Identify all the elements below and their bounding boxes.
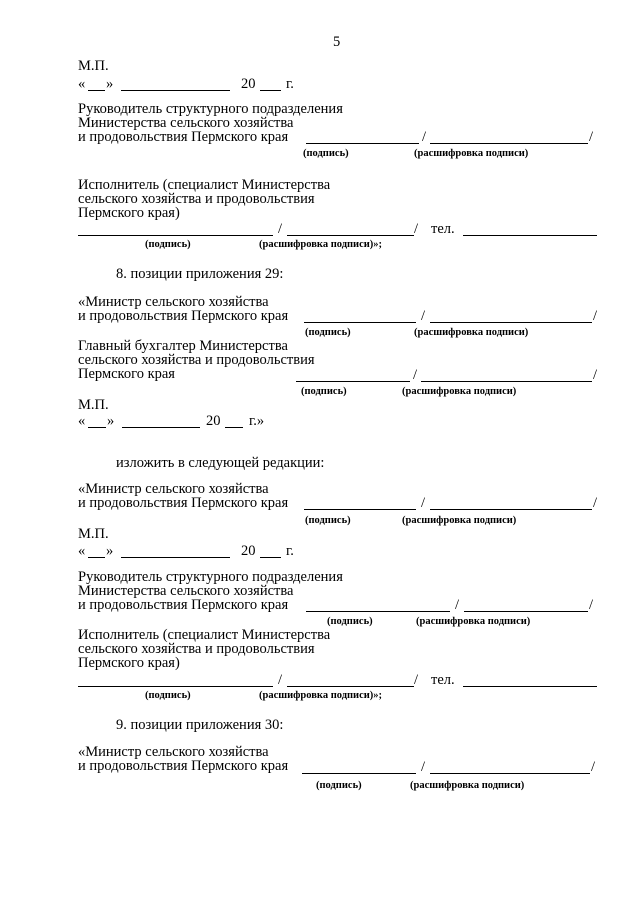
- signature-decode-line: [287, 235, 414, 236]
- head-title-line: и продовольствия Пермского края: [78, 129, 289, 145]
- signature-slash: /: [414, 221, 419, 237]
- date-month-line: [121, 557, 230, 558]
- signature-caption: (подпись): [301, 386, 347, 397]
- signature-caption: (подпись): [316, 780, 362, 791]
- new-edition-title: изложить в следующей редакции:: [116, 455, 325, 471]
- decode-caption: (расшифровка подписи): [414, 327, 529, 338]
- phone-label: тел.: [431, 672, 455, 688]
- date-close-quote: »: [106, 543, 114, 559]
- minister-title-line: «Министр сельского хозяйства: [78, 744, 269, 760]
- signature-line: [304, 509, 416, 510]
- signature-decode-line: [421, 381, 592, 382]
- signature-decode-line: [430, 143, 588, 144]
- date-day-line: [88, 427, 106, 428]
- signature-slash: /: [593, 367, 598, 383]
- stamp-place-label: М.П.: [78, 526, 109, 542]
- minister-title-line: «Министр сельского хозяйства: [78, 294, 269, 310]
- executor-title-line: Пермского края): [78, 655, 180, 671]
- date-month-line: [122, 427, 200, 428]
- accountant-title-line: Главный бухгалтер Министерства: [78, 338, 288, 354]
- signature-slash: /: [421, 759, 426, 775]
- stamp-place-label: М.П.: [78, 58, 109, 74]
- signature-decode-line: [464, 611, 588, 612]
- signature-caption: (подпись): [145, 239, 191, 250]
- head-title-line: Руководитель структурного подразделения: [78, 569, 343, 585]
- decode-caption: (расшифровка подписи)»;: [259, 690, 383, 701]
- item-9-title: 9. позиции приложения 30:: [116, 717, 284, 733]
- signature-slash: /: [593, 495, 598, 511]
- head-title-line: Руководитель структурного подразделения: [78, 101, 343, 117]
- phone-line: [463, 686, 597, 687]
- signature-caption: (подпись): [145, 690, 191, 701]
- signature-slash: /: [421, 308, 426, 324]
- date-open-quote: «: [78, 76, 86, 92]
- signature-decode-line: [430, 773, 590, 774]
- signature-slash: /: [422, 129, 427, 145]
- phone-line: [463, 235, 597, 236]
- executor-title-line: сельского хозяйства и продовольствия: [78, 641, 315, 657]
- date-year-suffix: г.: [286, 76, 294, 92]
- signature-slash: /: [589, 129, 594, 145]
- date-year-line: [260, 557, 281, 558]
- signature-line: [296, 381, 410, 382]
- date-year-prefix: 20: [241, 76, 256, 92]
- signature-decode-line: [430, 322, 592, 323]
- minister-title-line: и продовольствия Пермского края: [78, 495, 289, 511]
- executor-title-line: сельского хозяйства и продовольствия: [78, 191, 315, 207]
- date-year-suffix: г.: [286, 543, 294, 559]
- signature-line: [306, 143, 419, 144]
- signature-slash: /: [591, 759, 596, 775]
- item-8-title: 8. позиции приложения 29:: [116, 266, 284, 282]
- signature-slash: /: [593, 308, 598, 324]
- date-year-prefix: 20: [206, 413, 221, 429]
- executor-title-line: Пермского края): [78, 205, 180, 221]
- signature-slash: /: [589, 597, 594, 613]
- executor-title-line: Исполнитель (специалист Министерства: [78, 177, 331, 193]
- decode-caption: (расшифровка подписи): [402, 515, 517, 526]
- date-month-line: [121, 90, 230, 91]
- decode-caption: (расшифровка подписи): [402, 386, 517, 397]
- date-open-quote: «: [78, 413, 86, 429]
- signature-decode-line: [287, 686, 414, 687]
- minister-title-line: и продовольствия Пермского края: [78, 758, 289, 774]
- date-day-line: [88, 557, 105, 558]
- signature-caption: (подпись): [327, 616, 373, 627]
- signature-line: [304, 322, 416, 323]
- signature-caption: (подпись): [303, 148, 349, 159]
- head-title-line: и продовольствия Пермского края: [78, 597, 289, 613]
- date-year-line: [260, 90, 281, 91]
- decode-caption: (расшифровка подписи): [414, 148, 529, 159]
- signature-line: [306, 611, 450, 612]
- signature-line: [78, 686, 273, 687]
- date-year-line: [225, 427, 243, 428]
- page-number: 5: [333, 34, 341, 50]
- decode-caption: (расшифровка подписи)»;: [259, 239, 383, 250]
- signature-slash: /: [455, 597, 460, 613]
- head-title-line: Министерства сельского хозяйства: [78, 115, 294, 131]
- signature-slash: /: [278, 672, 283, 688]
- accountant-title-line: Пермского края: [78, 366, 175, 382]
- date-year-suffix: г.»: [249, 413, 265, 429]
- head-title-line: Министерства сельского хозяйства: [78, 583, 294, 599]
- date-day-line: [88, 90, 105, 91]
- signature-slash: /: [414, 672, 419, 688]
- stamp-place-label: М.П.: [78, 397, 109, 413]
- decode-caption: (расшифровка подписи): [416, 616, 531, 627]
- minister-title-line: «Министр сельского хозяйства: [78, 481, 269, 497]
- phone-label: тел.: [431, 221, 455, 237]
- signature-line: [78, 235, 273, 236]
- date-open-quote: «: [78, 543, 86, 559]
- date-close-quote: »: [106, 76, 114, 92]
- signature-caption: (подпись): [305, 515, 351, 526]
- accountant-title-line: сельского хозяйства и продовольствия: [78, 352, 315, 368]
- date-year-prefix: 20: [241, 543, 256, 559]
- signature-caption: (подпись): [305, 327, 351, 338]
- signature-slash: /: [413, 367, 418, 383]
- date-close-quote: »: [107, 413, 115, 429]
- signature-slash: /: [278, 221, 283, 237]
- signature-slash: /: [421, 495, 426, 511]
- decode-caption: (расшифровка подписи): [410, 780, 525, 791]
- signature-line: [302, 773, 416, 774]
- signature-decode-line: [430, 509, 592, 510]
- executor-title-line: Исполнитель (специалист Министерства: [78, 627, 331, 643]
- minister-title-line: и продовольствия Пермского края: [78, 308, 289, 324]
